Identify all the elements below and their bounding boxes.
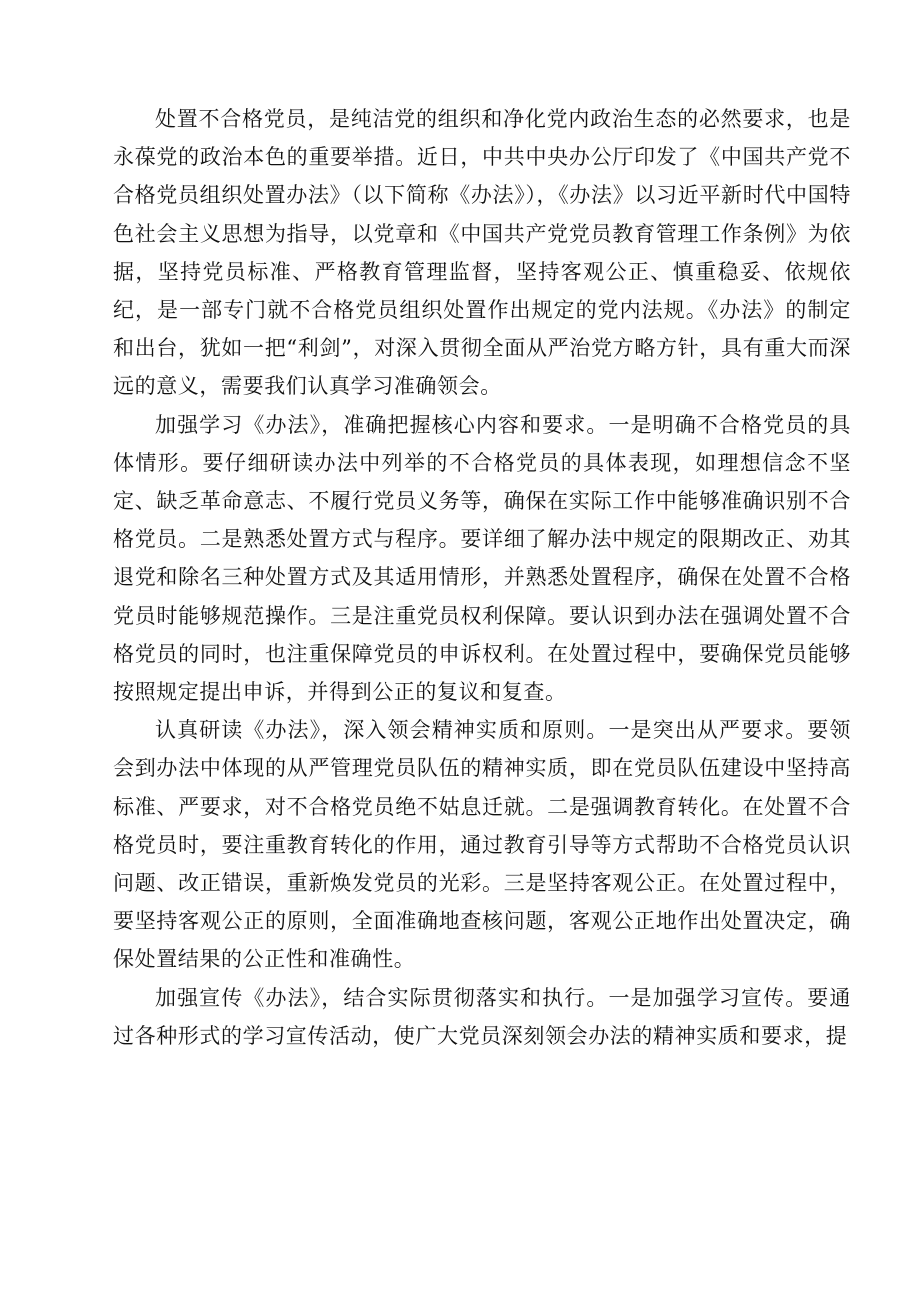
paragraph-4: 加强宣传《办法》，结合实际贯彻落实和执行。一是加强学习宣传。要通过各种形式的学习宣传活动，使广大党员深刻领会办法的精神实质和要求，提 (113, 985, 851, 1048)
paragraph-1: 处置不合格党员，是纯洁党的组织和净化党内政治生态的必然要求，也是永葆党的政治本色的重要举措。近日，中共中央办公厅印发了《中国共产党不合格党员组织处置办法》（以下简称《办法》），《办法》以习近平新时代中国特色社会主义思想为指导，以党章和《中国共产党党员教育管理工作条例》为依据，坚持党员标准、严格教育管理监督，坚持客观公正、慎重稳妥、依规依纪，是一部专门就不合格党员组织处置作出规定的党内法规。《办法》的制定和出台，犹如一把“利剑”，对深入贯彻全面从严治党方略方针，具有重大而深远的意义，需要我们认真学习准确领会。 (113, 107, 851, 399)
paragraph-2: 加强学习《办法》，准确把握核心内容和要求。一是明确不合格党员的具体情形。要仔细研读办法中列举的不合格党员的具体表现，如理想信念不坚定、缺乏革命意志、不履行党员义务等，确保在实际工作中能够准确识别不合格党员。二是熟悉处置方式与程序。要详细了解办法中规定的限期改正、劝其退党和除名三种处置方式及其适用情形，并熟悉处置程序，确保在处置不合格党员时能够规范操作。三是注重党员权利保障。要认识到办法在强调处置不合格党员的同时，也注重保障党员的申诉权利。在处置过程中，要确保党员能够按照规定提出申诉，并得到公正的复议和复查。 (113, 412, 851, 705)
document-body (113, 100, 851, 1055)
paragraph-3: 认真研读《办法》，深入领会精神实质和原则。一是突出从严要求。要领会到办法中体现的从严管理党员队伍的精神实质，即在党员队伍建设中坚持高标准、严要求，对不合格党员绝不姑息迁就。二是强调教育转化。在处置不合格党员时，要注重教育转化的作用，通过教育引导等方式帮助不合格党员认识问题、改正错误，重新焕发党员的光彩。三是坚持客观公正。在处置过程中，要坚持客观公正的原则，全面准确地查核问题，客观公正地作出处置决定，确保处置结果的公正性和准确性。 (113, 718, 851, 972)
